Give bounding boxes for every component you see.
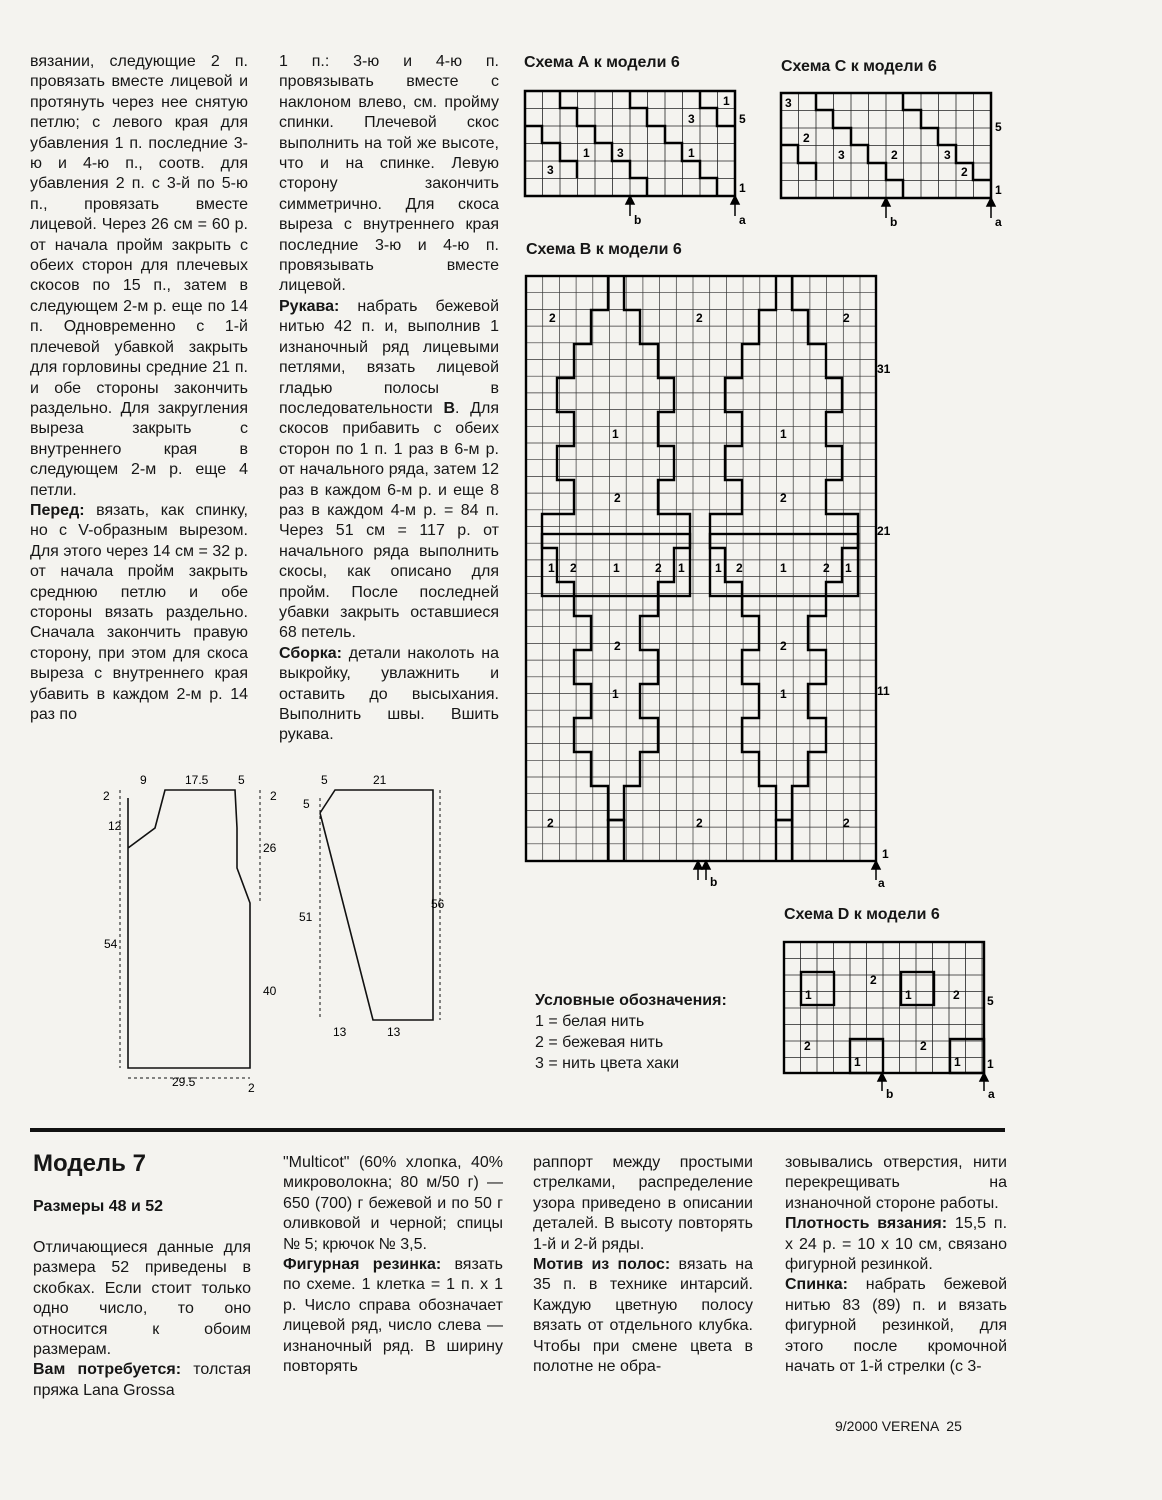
section-divider [30, 1128, 1005, 1132]
svg-text:2: 2 [780, 639, 787, 653]
svg-text:12: 12 [108, 819, 122, 833]
svg-text:11: 11 [877, 684, 890, 698]
svg-text:2: 2 [655, 561, 662, 575]
text-column-1 [30, 52, 248, 725]
svg-text:40: 40 [263, 984, 277, 998]
model7-column-4: зовывались отверстия, нити перекрещивать на изнаночной стороне работы. Плотность вязания: 15,5 п. x 24 р. = 10 x 10 см, связано фигурной резинкой. Спинка: набрать бежевой нитью 83 (89) п. и вязать фигурной резинкой, для этого после кромочной начать от 1-й стрелки (с 3- [785, 1154, 1008, 1376]
svg-text:13: 13 [387, 1025, 401, 1039]
front-label: Перед: [30, 501, 85, 519]
svg-text:2: 2 [736, 561, 743, 575]
page-footer: 9/2000 VERENA 25 [835, 1418, 962, 1434]
text-column-2 [279, 52, 499, 746]
svg-text:51: 51 [299, 910, 313, 924]
paragraph-sleeves: Рукава: набрать бежевой нитью 42 п. и, выполнив 1 изнаночный ряд лицевыми петлями, вязать лицевой гладью полосы в последовательности В. Для скосов прибавить с обеих сторон по 1 п. 1 раз в 6-м р. от начального ряда, затем 12 раз в каждом 6-м р. и еще 8 раз в каждом 4-м р. = 84 п. Через 51 см = 117 р. от начального ряда выполнить скосы, как описано для пройм. После последней убавки закрыть оставшиеся 68 петель. [279, 297, 499, 642]
svg-text:31: 31 [877, 362, 891, 376]
svg-text:2: 2 [270, 789, 277, 803]
svg-text:2: 2 [843, 816, 850, 830]
svg-text:17.5: 17.5 [185, 773, 209, 787]
svg-text:2: 2 [547, 816, 554, 830]
svg-text:2: 2 [803, 131, 810, 145]
svg-text:54: 54 [104, 937, 118, 951]
svg-text:1: 1 [612, 687, 619, 701]
legend-title: Условные обозначения: [535, 992, 727, 1009]
svg-text:21: 21 [877, 524, 891, 538]
model-7-sizes: Размеры 48 и 52 [33, 1198, 164, 1215]
legend [535, 990, 727, 1074]
svg-text:1: 1 [905, 988, 912, 1002]
svg-text:a: a [988, 1087, 995, 1101]
svg-text:1: 1 [805, 988, 812, 1002]
svg-text:2: 2 [823, 561, 830, 575]
svg-text:9: 9 [140, 773, 147, 787]
svg-text:1: 1 [688, 146, 695, 160]
svg-text:5: 5 [995, 120, 1002, 134]
svg-text:3: 3 [838, 148, 845, 162]
svg-text:26: 26 [263, 841, 277, 855]
svg-text:2: 2 [103, 789, 110, 803]
svg-text:2: 2 [248, 1081, 255, 1095]
scheme-b-chart [520, 270, 900, 895]
svg-text:5: 5 [321, 773, 328, 787]
model7-column-2: "Multicot" (60% хлопка, 40% микроволокна; 80 м/50 г) — 650 (700) г бежевой и по 50 г оливковой и черной; спицы № 5; крючок № 3,5. Фигурная резинка: вязать по схеме. 1 клетка = 1 п. x 1 р. Число справа обозначает лицевой ряд, число слева — изнаночный ряд. В ширину повторять [283, 1154, 503, 1376]
scheme-d-chart [778, 936, 1008, 1106]
svg-text:b: b [890, 215, 898, 229]
svg-text:2: 2 [696, 311, 703, 325]
sleeves-label: Рукава: [279, 297, 340, 315]
svg-text:1: 1 [780, 561, 787, 575]
scheme-c-chart [776, 88, 1026, 233]
svg-text:1: 1 [678, 561, 685, 575]
svg-text:2: 2 [870, 973, 877, 987]
svg-text:3: 3 [785, 96, 792, 110]
svg-text:1: 1 [987, 1057, 994, 1071]
svg-text:29.5: 29.5 [172, 1075, 196, 1089]
svg-text:5: 5 [987, 994, 994, 1008]
svg-text:1: 1 [613, 561, 620, 575]
svg-text:2: 2 [891, 148, 898, 162]
scheme-a-title: Схема А к модели 6 [524, 54, 680, 71]
scheme-d-title: Схема D к модели 6 [784, 906, 940, 923]
scheme-b-title: Схема В к модели 6 [526, 241, 682, 258]
paragraph-front: Перед: вязать, как спинку, но с V-образным вырезом. Для этого через 14 см = 32 р. от начала пройм закрыть среднюю петлю и обе стороны вязать раздельно. Сначала закончить правую сторону, при этом для скоса выреза с внутреннего края убавить в каждом 2-м р. 14 раз по [30, 501, 248, 723]
svg-text:3: 3 [547, 163, 554, 177]
svg-text:2: 2 [804, 1039, 811, 1053]
svg-text:1: 1 [780, 427, 787, 441]
svg-text:5: 5 [739, 112, 746, 126]
model7-column-3: раппорт между простыми стрелками, распределение узора приведено в описании деталей. В высоту повторять 1-й и 2-й ряды. Мотив из полос: вязать на 35 п. в технике интарсий. Каждую цветную полосу вязать от отдельного клубка. Чтобы при смене цвета в полотне не обра- [533, 1154, 754, 1376]
scheme-a-cell: 1 [723, 94, 730, 108]
legend-item: 2 = бежевая нить [535, 1034, 664, 1051]
svg-text:56: 56 [431, 897, 445, 911]
svg-text:13: 13 [333, 1025, 347, 1039]
svg-text:2: 2 [953, 988, 960, 1002]
svg-text:2: 2 [843, 311, 850, 325]
svg-text:3: 3 [944, 148, 951, 162]
svg-text:3: 3 [617, 146, 624, 160]
svg-text:1: 1 [583, 146, 590, 160]
svg-text:1: 1 [739, 181, 746, 195]
svg-text:a: a [878, 876, 885, 890]
scheme-c-title: Схема С к модели 6 [781, 58, 937, 75]
svg-text:1: 1 [845, 561, 852, 575]
svg-text:2: 2 [570, 561, 577, 575]
svg-text:1: 1 [954, 1055, 961, 1069]
paragraph-back-continued: вязании, следующие 2 п. провязать вместе лицевой и протянуть через нее снятую петлю; с левого края для убавления 1 п. последние 3-ю и 4-ю п., соотв. для убавления 2 п. с 3-й по 5-ю п., провязать вместе лицевой. Через 26 см = 60 р. от начала пройм закрыть с обеих сторон для плечевых скосов по 15 п., затем в следующем 2-м р. еще по 14 п. Одновременно с 1-й плечевой убавкой закрыть для горловины средние 21 п. и обе стороны закончить раздельно. Для закругления выреза закрыть с внутреннего края в следующем 2-м р. еще 4 петли. [30, 53, 248, 499]
svg-text:2: 2 [920, 1039, 927, 1053]
svg-text:a: a [995, 215, 1002, 229]
legend-item: 1 = белая нить [535, 1013, 645, 1030]
svg-text:1: 1 [780, 687, 787, 701]
svg-text:b: b [710, 875, 718, 889]
svg-text:b: b [886, 1087, 894, 1101]
paragraph-front-continued: 1 п.: 3-ю и 4-ю п. провязывать вместе с наклоном влево, см. пройму спинки. Плечевой скос выполнить на той же высоте, что и на спинке. Левую сторону закончить симметрично. Для скоса выреза с внутреннего края последние 3-ю и 4-ю п. провязывать вместе лицевой. [279, 53, 499, 295]
svg-text:2: 2 [780, 491, 787, 505]
legend-item: 3 = нить цвета хаки [535, 1055, 680, 1072]
svg-text:1: 1 [882, 847, 889, 861]
svg-text:2: 2 [614, 639, 621, 653]
svg-text:1: 1 [995, 183, 1002, 197]
svg-text:21: 21 [373, 773, 387, 787]
svg-text:a: a [739, 213, 746, 227]
pattern-sleeve-diagram [295, 768, 465, 1043]
svg-text:3: 3 [688, 112, 695, 126]
model-7-title: Модель 7 [33, 1150, 146, 1177]
svg-text:1: 1 [854, 1055, 861, 1069]
svg-text:1: 1 [715, 561, 722, 575]
svg-text:2: 2 [696, 816, 703, 830]
svg-text:1: 1 [612, 427, 619, 441]
svg-text:2: 2 [961, 165, 968, 179]
svg-text:5: 5 [238, 773, 245, 787]
svg-text:5: 5 [303, 797, 310, 811]
model7-column-1: Отличающиеся данные для размера 52 приведены в скобках. Если стоит только одно число, то оно относится к обоим размерам. Вам потребуется: толстая пряжа Lana Grossa [33, 1239, 251, 1399]
assembly-label: Сборка: [279, 644, 343, 662]
svg-text:b: b [634, 213, 642, 227]
svg-text:2: 2 [614, 491, 621, 505]
scheme-a-chart [520, 86, 770, 231]
paragraph-assembly: Сборка: детали наколоть на выкройку, увлажнить и оставить до высыхания. Выполнить швы. Вшить рукава. [279, 644, 499, 744]
svg-text:1: 1 [548, 561, 555, 575]
svg-text:2: 2 [549, 311, 556, 325]
pattern-back-diagram [100, 768, 280, 1098]
